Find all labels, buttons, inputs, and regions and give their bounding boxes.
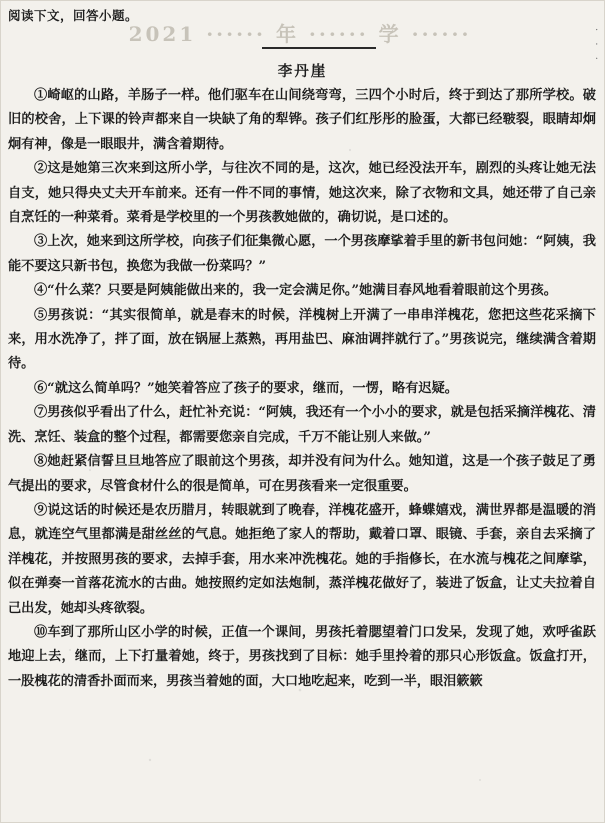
paragraph-7: ⑦男孩似乎看出了什么，赶忙补充说：“阿姨，我还有一个小小的要求，就是包括采摘洋槐花、清洗、烹饪、装盒的整个过程，都需要您亲自完成，千万不能让别人来做。” xyxy=(8,405,596,445)
paragraph-9: ⑨说这话的时候还是农历腊月，转眼就到了晚春，洋槐花盛开，蜂蝶嬉戏，满世界都是温暖的消息，就连空气里都满是甜丝丝的气息。她拒绝了家人的帮助，戴着口罩、眼镜、手套，亲自去采摘了洋槐花，并按照男孩的要求，去掉手套，用水来冲洗槐花。她的手指修长，在水流与槐花之间摩挲，似在弹奏一首落花流水的古曲。她按照约定如法炮制，蒸洋槐花做好了，装进了饭盒，让丈夫拉着自己出发，她却头疼欲裂。 xyxy=(8,502,596,616)
article-body xyxy=(8,84,596,694)
paragraph-4: ④“什么菜？只要是阿姨能做出来的，我一定会满足你。”她满目春风地看着眼前这个男孩。 xyxy=(34,283,557,299)
paragraph-8: ⑧她赶紧信誓旦旦地答应了眼前这个男孩，却并没有问为什么。她知道，这是一个孩子鼓足了勇气提出的要求，尽管食材什么的很是简单，可在男孩看来一定很重要。 xyxy=(8,454,596,494)
instruction-text: 阅读下文，回答小题。 xyxy=(8,8,139,23)
author-name: 李丹崖 xyxy=(277,63,328,80)
title-rule xyxy=(262,47,376,49)
paragraph-2: ②这是她第三次来到这所小学，与往次不同的是，这次，她已经没法开车，剧烈的头疼让她无法自支，她只得央丈夫开车前来。还有一件不同的事情，她这次来，除了衣物和文具，她还带了自己亲自烹饪的一种菜肴。菜肴是学校里的一个男孩教她做的，确切说，是口述的。 xyxy=(8,161,596,226)
edge-mark: · · · xyxy=(590,28,601,64)
paragraph-10: ⑩车到了那所山区小学的时候，正值一个课间，男孩托着腮望着门口发呆，发现了她，欢呼雀跃地迎上去，继而，上下打量着她，终于，男孩找到了目标：她手里拎着的那只心形饭盒。饭盒打开，一股槐花的清香扑面而来，男孩当着她的面，大口地吃起来，吃到一半，眼泪簌簌 xyxy=(8,624,596,689)
paragraph-6: ⑥“就这么简单吗？”她笑着答应了孩子的要求，继而，一愣，略有迟疑。 xyxy=(34,380,458,396)
paragraph-5: ⑤男孩说：“其实很简单，就是春末的时候，洋槐树上开满了一串串洋槐花，您把这些花采摘下来，用水洗净了，拌了面，放在锅屉上蒸熟，再用盐巴、麻油调拌就行了。”男孩说完，继续满含着期待。 xyxy=(8,307,596,372)
faded-header-text: 2021 ······ 年 ······ 学 ······ xyxy=(128,22,472,46)
paragraph-1: ①崎岖的山路，羊肠子一样。他们驱车在山间绕弯弯，三四个小时后，终于到达了那所学校。破旧的校舍，上下课的铃声都来自一块缺了角的犁铧。孩子们红彤彤的脸蛋，大都已经皲裂，眼睛却炯炯有神，像是一眼眼井，满含着期待。 xyxy=(8,88,596,152)
paragraph-3: ③上次，她来到这所学校，向孩子们征集微心愿，一个男孩摩挲着手里的新书包问她：“阿姨，我能不要这只新书包，换您为我做一份菜吗？” xyxy=(8,234,596,274)
